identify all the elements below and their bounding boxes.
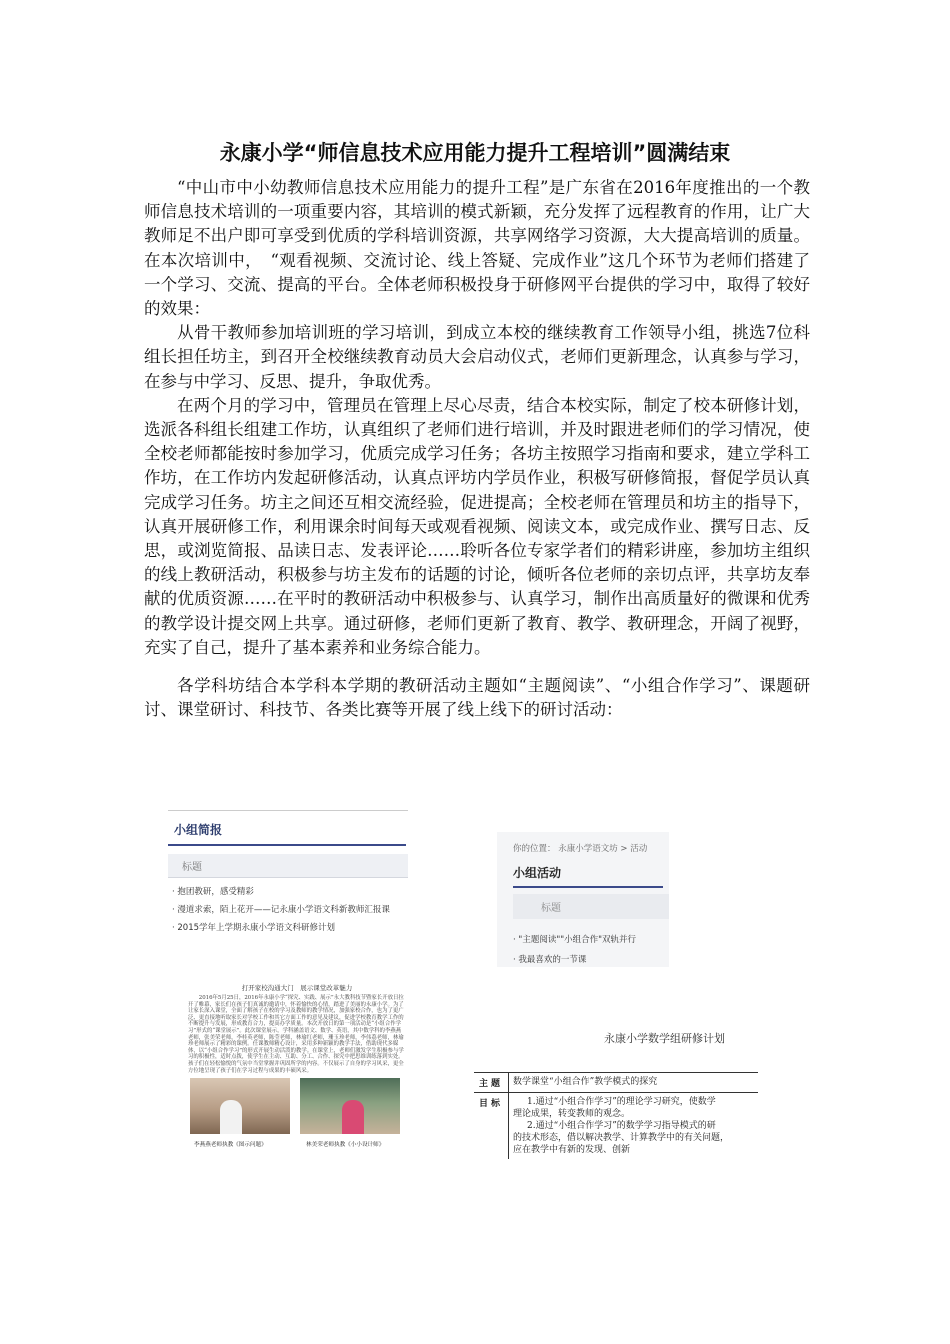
briefing-column-header: 标题 (168, 854, 408, 878)
list-item[interactable]: · 抱团教研，感受精彩 (172, 887, 254, 897)
classroom-photo (300, 1078, 400, 1134)
list-item[interactable]: · 2015学年上学期永康小学语文科研修计划 (172, 923, 336, 933)
divider (513, 886, 663, 888)
list-item[interactable]: · "主题阅读""小组合作"双轨并行 (513, 935, 637, 945)
table-row (474, 1073, 758, 1093)
activity-title: 小组活动 (513, 866, 562, 880)
briefing-screenshot (168, 810, 408, 933)
row-key: 目标 (474, 1093, 509, 1160)
row-line: 1.通过“小组合作学习”的理论学习研究，使数学 (527, 1097, 716, 1107)
newsletter-title: 打开家校沟通大门 展示课堂改革魅力 (241, 984, 353, 992)
divider (168, 810, 408, 811)
teacher-figure (342, 1100, 364, 1134)
activity-column-header: 标题 (513, 894, 669, 919)
activity-screenshot (497, 832, 669, 967)
briefing-title: 小组简报 (174, 823, 223, 837)
plan-screenshot (470, 1020, 758, 1162)
row-line: 理论成果，转变教师的观念。 (513, 1109, 631, 1119)
page-title: 永康小学“师信息技术应用能力提升工程培训”圆满结束 (219, 141, 731, 165)
plan-title: 永康小学数学组研修计划 (604, 1032, 725, 1045)
photo-caption: 李燕燕老师执教《图示问题》 (194, 1142, 267, 1148)
row-line: 的技术形态，借以解决教学、计算教学中的有关问题， (513, 1133, 730, 1143)
row-value (509, 1093, 759, 1160)
paragraph: 在两个月的学习中，管理员在管理上尽心尽责，结合本校实际，制定了校本研修计划，选派各科组长组建工作坊，认真组织了老师们进行培训，并及时跟进老师们的学习情况，使全校老师都能按时参加学习，优质完成学习任务；各坊主按照学习指南和要求，建立学科工作坊，在工作坊内发起研修活动，认真点评坊内学员作业，积极写研修简报，督促学员认真完成学习任务。坊主之间还互相交流经验，促进提高；全校老师在管理员和坊主的指导下，认真开展研修工作，利用课余时间每天或观看视频、阅读文本，或完成作业、撰写日志、反思，或浏览简报、品读日志、发表评论……聆听各位专家学者们的精彩讲座，参加坊主组织的线上教研活动，积极参与坊主发布的话题的讨论，倾听各位老师的亲切点评，共享坊友奉献的优质资源……在平时的教研活动中积极参与、认真学习，制作出高质量好的微课和优秀的教学设计提交网上共享。通过研修，老师们更新了教育、教学、教研理念，开阔了视野，充实了自己，提升了基本素养和业务综合能力。 (144, 395, 810, 657)
table-row (474, 1093, 758, 1160)
row-line: 应在教学中有新的发现、创新 (513, 1145, 631, 1155)
plan-table (474, 1072, 758, 1159)
list-item[interactable]: · 漫道求索，陌上花开——记永康小学语文科新教师汇报课 (172, 905, 390, 915)
breadcrumb: 你的位置： 永康小学语文坊 > 活动 (513, 844, 648, 854)
row-key: 主题 (474, 1073, 509, 1093)
row-value (509, 1073, 759, 1093)
row-line: 数学课堂“小组合作”教学模式的探究 (513, 1077, 658, 1087)
list-item[interactable]: · 我最喜欢的一节课 (513, 955, 587, 965)
classroom-photo (190, 1078, 290, 1134)
newsletter-screenshot (186, 980, 408, 1158)
paragraph: “中山市中小幼教师信息技术应用能力的提升工程”是广东省在2016年度推出的一个教师信息技术培训的一项重要内容，其培训的模式新颖，充分发挥了远程教育的作用，让广大教师足不出户即可享受到优质的学科培训资源，共享网络学习资源，大大提高培训的质量。在本次培训中， “观看视频、交流讨论、线上答疑、完成作业”这几个环节为老师们搭建了一个学习、交流、提高的平台。全体老师积极投身于研修网平台提供的学习中，取得了较好的效果： (144, 178, 810, 319)
paragraph: 从骨干教师参加培训班的学习培训，到成立本校的继续教育工作领导小组，挑选7位科组长担任坊主，到召开全校继续教育动员大会启动仪式，老师们更新理念，认真参与学习，在参与中学习、反思、提升，争取优秀。 (144, 323, 810, 391)
row-line: 2.通过“小组合作学习”的数学学习指导模式的研 (527, 1121, 716, 1131)
teacher-figure (220, 1100, 242, 1134)
photo-caption: 林美荣老师执教《小小设计师》 (306, 1142, 385, 1148)
divider (168, 844, 406, 846)
activity-list (513, 929, 669, 969)
briefing-list (168, 882, 408, 936)
article-body (144, 176, 810, 722)
newsletter-body: 2016年5月25日，2016年永康小学“探究、实践、展示”永大教科技节暨家长开放日拉开了帷幕，家长们在孩子们真诚的邀请中，怀着愉快的心情，踏进了美丽的永康小学。为了让家长深入课堂，全面了解孩子在校的学习及教师的教学情况，加强家校合作，也为了更广泛、更直接地听取家长对学校工作和其它方面工作的意见及建议，促进学校教育教学工作的不断提升与发展，形成教育合力，提高办学质量。本次开放日的第一项活动是“小组合作学习”形式的“课堂展示”。此次课堂展示，学科涵盖语文、数学、英语，其中数学科的李燕燕老师，张美荣老师，李桂英老师，陈莹老师，林瑜红老师，珊玉珍老师，李伟荔老师，林瑜珍老师展示了精彩的课例。任课教师精心设计，采用多种新颖的教学手法，借助现代多媒体，以“小组合作学习”的形式开展生动活泼的教学。在课堂上，老师们激发学生积极参与学习的积极性，适时点拨，使学生在主动、互助、分工、合作、探究中把思维训练落到实处。孩子们在轻松愉悦的气氛中当堂掌握并巩固所学的内容。不仅展示了自身的学习风采，更全方位地呈现了孩子们在学习过程与成果的丰硕风采。 (188, 995, 404, 1074)
paragraph: 各学科坊结合本学科本学期的教研活动主题如“主题阅读”、“小组合作学习”、课题研讨、课堂研讨、科技节、各类比赛等开展了线上线下的研讨活动： (144, 676, 810, 720)
